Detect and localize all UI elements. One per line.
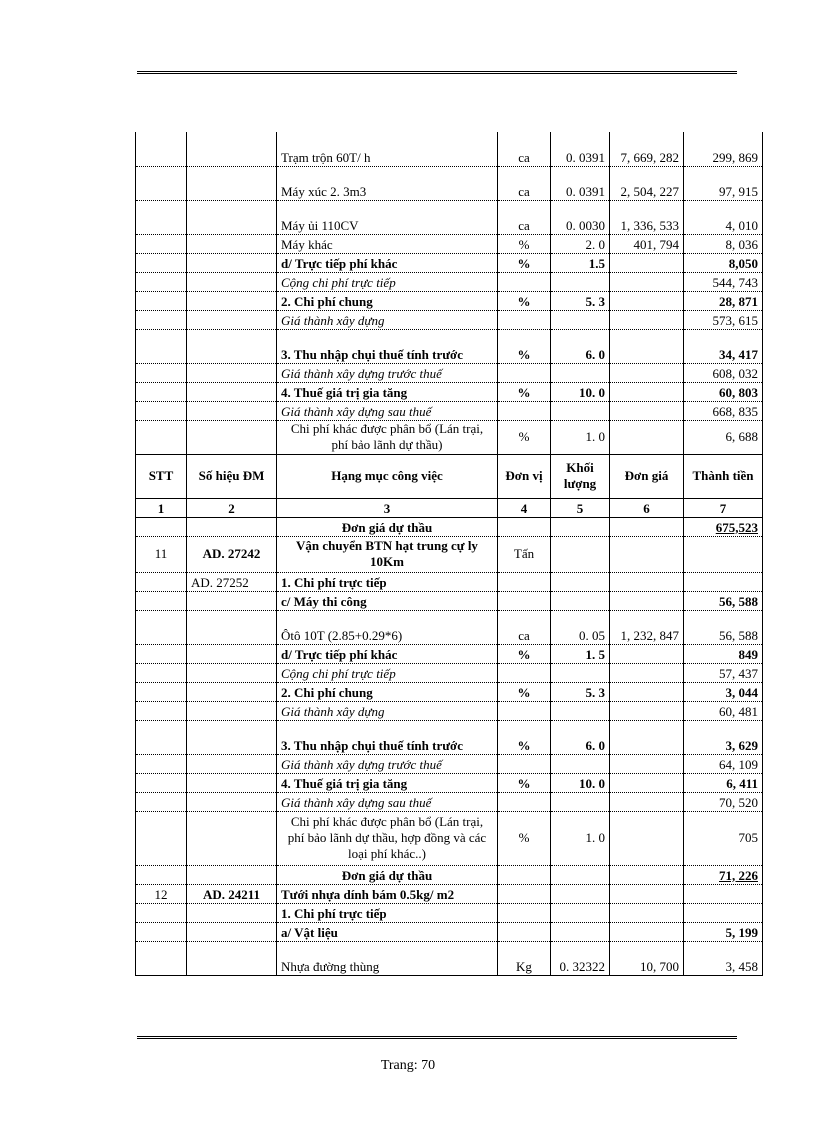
cell-stt <box>136 922 187 941</box>
cell-stt <box>136 132 187 166</box>
cell-total: 64, 109 <box>684 754 763 773</box>
cell-total: 705 <box>684 811 763 865</box>
cost-estimate-table <box>135 132 763 976</box>
cell-stt <box>136 754 187 773</box>
cell-item-name: Máy ủi 110CV <box>277 200 498 234</box>
cell-total: 60, 481 <box>684 701 763 720</box>
cell-quantity: 0. 32322 <box>551 941 610 975</box>
table-row <box>136 253 763 272</box>
index-2: 2 <box>187 498 277 517</box>
cell-total: 6, 411 <box>684 773 763 792</box>
cell-quantity: 1.5 <box>551 253 610 272</box>
index-5: 5 <box>551 498 610 517</box>
page-footer: Trang: 70 <box>380 1058 436 1073</box>
cell-item-name: Cộng chi phí trực tiếp <box>277 272 498 291</box>
cell-quantity <box>551 865 610 884</box>
cell-dm <box>187 773 277 792</box>
cell-quantity <box>551 363 610 382</box>
cell-item-name: 1. Chi phí trực tiếp <box>277 572 498 591</box>
cell-stt <box>136 644 187 663</box>
cell-unit-price <box>610 363 684 382</box>
cell-item-name: 3. Thu nhập chụi thuế tính trước <box>277 720 498 754</box>
cell-stt <box>136 941 187 975</box>
cell-unit <box>498 591 551 610</box>
cell-dm <box>187 517 277 536</box>
cell-stt <box>136 701 187 720</box>
cell-dm: AD. 24211 <box>187 884 277 903</box>
cell-item-name: Máy khác <box>277 234 498 253</box>
cell-unit <box>498 903 551 922</box>
cell-total: 4, 010 <box>684 200 763 234</box>
table-row <box>136 610 763 644</box>
cell-total: 34, 417 <box>684 329 763 363</box>
cell-unit: ca <box>498 132 551 166</box>
cell-dm <box>187 166 277 200</box>
cell-stt <box>136 572 187 591</box>
cell-dm <box>187 329 277 363</box>
cell-quantity <box>551 754 610 773</box>
cell-total: 97, 915 <box>684 166 763 200</box>
table-row <box>136 773 763 792</box>
cell-unit-price <box>610 701 684 720</box>
cell-item-name: 2. Chi phí chung <box>277 682 498 701</box>
cell-total: 28, 871 <box>684 291 763 310</box>
cell-quantity: 6. 0 <box>551 720 610 754</box>
cell-unit-price <box>610 310 684 329</box>
cell-stt <box>136 310 187 329</box>
cell-dm <box>187 132 277 166</box>
table-row <box>136 572 763 591</box>
cell-quantity: 5. 3 <box>551 291 610 310</box>
cell-stt <box>136 166 187 200</box>
cell-quantity: 5. 3 <box>551 682 610 701</box>
table-row <box>136 884 763 903</box>
table-row <box>136 903 763 922</box>
table-row <box>136 272 763 291</box>
index-3: 3 <box>277 498 498 517</box>
header-dm: Số hiệu ĐM <box>187 454 277 498</box>
header-unit: Đơn vị <box>498 454 551 498</box>
cell-item-name: Vận chuyển BTN hạt trung cự ly 10Km <box>277 536 498 572</box>
cell-unit <box>498 754 551 773</box>
table-row <box>136 382 763 401</box>
bottom-rule <box>137 1036 737 1039</box>
cell-unit-price <box>610 644 684 663</box>
table-header <box>136 454 763 517</box>
cell-quantity: 1. 0 <box>551 811 610 865</box>
cell-unit: % <box>498 682 551 701</box>
cell-dm <box>187 701 277 720</box>
table-row <box>136 591 763 610</box>
cell-dm <box>187 420 277 454</box>
cell-unit <box>498 272 551 291</box>
cell-stt <box>136 720 187 754</box>
cell-item-name: 2. Chi phí chung <box>277 291 498 310</box>
cell-stt: 12 <box>136 884 187 903</box>
cell-item-name: Chi phí khác được phân bổ (Lán trại, phí bảo lãnh dự thầu, hợp đồng và các loại phí khác..) <box>277 811 498 865</box>
cell-stt <box>136 682 187 701</box>
cell-dm <box>187 591 277 610</box>
cell-dm <box>187 644 277 663</box>
cell-unit <box>498 701 551 720</box>
cell-quantity <box>551 884 610 903</box>
cell-stt <box>136 420 187 454</box>
cell-unit <box>498 401 551 420</box>
cell-item-name: Chi phí khác được phân bổ (Lán trại, phí bảo lãnh dự thầu) <box>277 420 498 454</box>
cell-item-name: Ôtô 10T (2.85+0.29*6) <box>277 610 498 644</box>
cell-dm <box>187 200 277 234</box>
header-qty: Khối lượng <box>551 454 610 498</box>
table-row <box>136 363 763 382</box>
cell-quantity: 6. 0 <box>551 329 610 363</box>
cell-unit: % <box>498 329 551 363</box>
cell-unit-price <box>610 720 684 754</box>
cell-dm <box>187 720 277 754</box>
cell-unit: % <box>498 644 551 663</box>
table-row <box>136 701 763 720</box>
cell-stt <box>136 234 187 253</box>
cell-unit-price <box>610 682 684 701</box>
cell-quantity <box>551 517 610 536</box>
index-7: 7 <box>684 498 763 517</box>
table-row <box>136 132 763 166</box>
cell-unit <box>498 517 551 536</box>
cell-dm <box>187 291 277 310</box>
cell-dm <box>187 663 277 682</box>
cell-stt <box>136 773 187 792</box>
cell-stt <box>136 663 187 682</box>
cell-unit-price <box>610 401 684 420</box>
cell-dm <box>187 811 277 865</box>
cell-unit-price <box>610 536 684 572</box>
cell-item-name: Trạm trộn 60T/ h <box>277 132 498 166</box>
cell-unit: Tấn <box>498 536 551 572</box>
cell-dm <box>187 754 277 773</box>
cell-stt <box>136 591 187 610</box>
cell-dm <box>187 941 277 975</box>
cell-item-name: Cộng chi phí trực tiếp <box>277 663 498 682</box>
cell-quantity: 1. 0 <box>551 420 610 454</box>
cell-dm <box>187 272 277 291</box>
table-section-continued <box>136 132 763 454</box>
cell-item-name: Tưới nhựa dính bám 0.5kg/ m2 <box>277 884 498 903</box>
cell-total: 3, 629 <box>684 720 763 754</box>
cell-item-name: Giá thành xây dựng <box>277 310 498 329</box>
header-price: Đơn giá <box>610 454 684 498</box>
cell-dm <box>187 234 277 253</box>
cell-unit: % <box>498 382 551 401</box>
cell-total <box>684 903 763 922</box>
cell-quantity <box>551 922 610 941</box>
cell-unit: Kg <box>498 941 551 975</box>
cell-quantity: 10. 0 <box>551 382 610 401</box>
cell-unit-price <box>610 792 684 811</box>
cell-quantity: 10. 0 <box>551 773 610 792</box>
cell-unit-price <box>610 329 684 363</box>
cell-stt <box>136 329 187 363</box>
index-6: 6 <box>610 498 684 517</box>
cell-dm <box>187 922 277 941</box>
cell-item-name: c/ Máy thi công <box>277 591 498 610</box>
cell-item-name: Nhựa đường thùng <box>277 941 498 975</box>
cell-unit <box>498 363 551 382</box>
table-row <box>136 663 763 682</box>
cell-unit-price <box>610 272 684 291</box>
cell-stt <box>136 865 187 884</box>
cell-unit-price: 2, 504, 227 <box>610 166 684 200</box>
cell-unit-price <box>610 572 684 591</box>
cell-total: 6, 688 <box>684 420 763 454</box>
cell-dm <box>187 865 277 884</box>
cell-total: 5, 199 <box>684 922 763 941</box>
cell-dm <box>187 310 277 329</box>
cell-total <box>684 536 763 572</box>
cell-item-name: Giá thành xây dựng trước thuế <box>277 363 498 382</box>
index-1: 1 <box>136 498 187 517</box>
cell-item-name: Đơn giá dự thầu <box>277 517 498 536</box>
cell-item-name: Giá thành xây dựng sau thuế <box>277 792 498 811</box>
table-row <box>136 811 763 865</box>
cell-unit: % <box>498 253 551 272</box>
table-row <box>136 720 763 754</box>
cell-unit <box>498 922 551 941</box>
cell-item-name: 4. Thuế giá trị gia tăng <box>277 382 498 401</box>
table-row <box>136 682 763 701</box>
cell-unit: % <box>498 234 551 253</box>
cell-total: 8,050 <box>684 253 763 272</box>
cell-dm: AD. 27252 <box>187 572 277 591</box>
cell-dm: AD. 27242 <box>187 536 277 572</box>
cell-stt <box>136 903 187 922</box>
cell-quantity: 0. 0391 <box>551 166 610 200</box>
cell-quantity <box>551 903 610 922</box>
table-section-main <box>136 517 763 975</box>
cell-item-name: Giá thành xây dựng trước thuế <box>277 754 498 773</box>
cell-unit <box>498 310 551 329</box>
cell-quantity: 0. 0391 <box>551 132 610 166</box>
cell-total: 299, 869 <box>684 132 763 166</box>
table-row <box>136 941 763 975</box>
cell-item-name: d/ Trực tiếp phí khác <box>277 253 498 272</box>
cell-stt <box>136 363 187 382</box>
cell-unit-price <box>610 291 684 310</box>
cell-total: 3, 044 <box>684 682 763 701</box>
cell-total: 668, 835 <box>684 401 763 420</box>
cell-unit: % <box>498 811 551 865</box>
cell-total: 70, 520 <box>684 792 763 811</box>
cell-item-name: Giá thành xây dựng <box>277 701 498 720</box>
table-row <box>136 291 763 310</box>
table-row <box>136 200 763 234</box>
cell-stt <box>136 253 187 272</box>
cell-total: 57, 437 <box>684 663 763 682</box>
cell-quantity <box>551 536 610 572</box>
cell-unit-price <box>610 754 684 773</box>
cell-stt <box>136 272 187 291</box>
cell-total: 60, 803 <box>684 382 763 401</box>
cell-quantity <box>551 792 610 811</box>
cell-quantity: 2. 0 <box>551 234 610 253</box>
cell-unit <box>498 884 551 903</box>
cell-stt <box>136 610 187 644</box>
table-row <box>136 792 763 811</box>
cell-unit-price: 1, 336, 533 <box>610 200 684 234</box>
cell-quantity: 0. 0030 <box>551 200 610 234</box>
cell-dm <box>187 363 277 382</box>
cell-unit-price <box>610 591 684 610</box>
cell-total <box>684 572 763 591</box>
cell-quantity: 0. 05 <box>551 610 610 644</box>
cell-stt <box>136 200 187 234</box>
cell-stt <box>136 792 187 811</box>
cell-quantity: 1. 5 <box>551 644 610 663</box>
cell-dm <box>187 903 277 922</box>
table-row <box>136 517 763 536</box>
cell-unit-price <box>610 382 684 401</box>
cell-unit-price: 1, 232, 847 <box>610 610 684 644</box>
header-stt: STT <box>136 454 187 498</box>
cell-total: 56, 588 <box>684 591 763 610</box>
cell-unit-price <box>610 773 684 792</box>
cell-unit: % <box>498 773 551 792</box>
cell-quantity <box>551 663 610 682</box>
cell-total: 675,523 <box>684 517 763 536</box>
cell-unit: % <box>498 420 551 454</box>
cell-unit-price: 10, 700 <box>610 941 684 975</box>
cell-stt: 11 <box>136 536 187 572</box>
header-total: Thành tiền <box>684 454 763 498</box>
cell-item-name: a/ Vật liệu <box>277 922 498 941</box>
cell-unit <box>498 792 551 811</box>
cell-item-name: d/ Trực tiếp phí khác <box>277 644 498 663</box>
cell-unit-price <box>610 663 684 682</box>
cell-quantity <box>551 401 610 420</box>
table-row <box>136 754 763 773</box>
cell-item-name: Giá thành xây dựng sau thuế <box>277 401 498 420</box>
cell-total: 849 <box>684 644 763 663</box>
cell-unit: % <box>498 720 551 754</box>
header-name: Hạng mục công việc <box>277 454 498 498</box>
cell-unit-price <box>610 420 684 454</box>
table-row <box>136 865 763 884</box>
cell-total: 56, 588 <box>684 610 763 644</box>
cell-item-name: 3. Thu nhập chụi thuế tính trước <box>277 329 498 363</box>
cell-quantity <box>551 701 610 720</box>
table-row <box>136 401 763 420</box>
cell-dm <box>187 401 277 420</box>
cell-dm <box>187 792 277 811</box>
cell-unit: % <box>498 291 551 310</box>
cell-unit: ca <box>498 200 551 234</box>
cell-stt <box>136 291 187 310</box>
cell-quantity <box>551 591 610 610</box>
table-row <box>136 536 763 572</box>
cell-total: 573, 615 <box>684 310 763 329</box>
cell-unit: ca <box>498 610 551 644</box>
table-row <box>136 234 763 253</box>
cell-stt <box>136 811 187 865</box>
cell-total: 71, 226 <box>684 865 763 884</box>
index-4: 4 <box>498 498 551 517</box>
cell-stt <box>136 517 187 536</box>
cell-total: 3, 458 <box>684 941 763 975</box>
cell-total: 8, 036 <box>684 234 763 253</box>
cell-dm <box>187 253 277 272</box>
cell-item-name: 1. Chi phí trực tiếp <box>277 903 498 922</box>
table-row <box>136 310 763 329</box>
cell-unit <box>498 663 551 682</box>
cell-item-name: Đơn giá dự thầu <box>277 865 498 884</box>
cell-unit-price: 401, 794 <box>610 234 684 253</box>
cell-unit <box>498 865 551 884</box>
cell-stt <box>136 382 187 401</box>
cell-unit-price: 7, 669, 282 <box>610 132 684 166</box>
cell-unit-price <box>610 922 684 941</box>
cell-total: 608, 032 <box>684 363 763 382</box>
cell-unit-price <box>610 903 684 922</box>
cell-unit-price <box>610 811 684 865</box>
table-row <box>136 420 763 454</box>
cell-dm <box>187 610 277 644</box>
table-row <box>136 922 763 941</box>
table-row <box>136 166 763 200</box>
cell-total: 544, 743 <box>684 272 763 291</box>
cell-quantity <box>551 272 610 291</box>
cell-unit-price <box>610 884 684 903</box>
cell-quantity <box>551 310 610 329</box>
cell-unit <box>498 572 551 591</box>
cell-unit-price <box>610 865 684 884</box>
top-rule <box>137 71 737 74</box>
cell-dm <box>187 382 277 401</box>
cell-unit: ca <box>498 166 551 200</box>
table-row <box>136 644 763 663</box>
cell-unit-price <box>610 253 684 272</box>
cell-item-name: 4. Thuế giá trị gia tăng <box>277 773 498 792</box>
cell-quantity <box>551 572 610 591</box>
cell-item-name: Máy xúc 2. 3m3 <box>277 166 498 200</box>
cell-unit-price <box>610 517 684 536</box>
cell-dm <box>187 682 277 701</box>
table-row <box>136 329 763 363</box>
cell-total <box>684 884 763 903</box>
cell-stt <box>136 401 187 420</box>
